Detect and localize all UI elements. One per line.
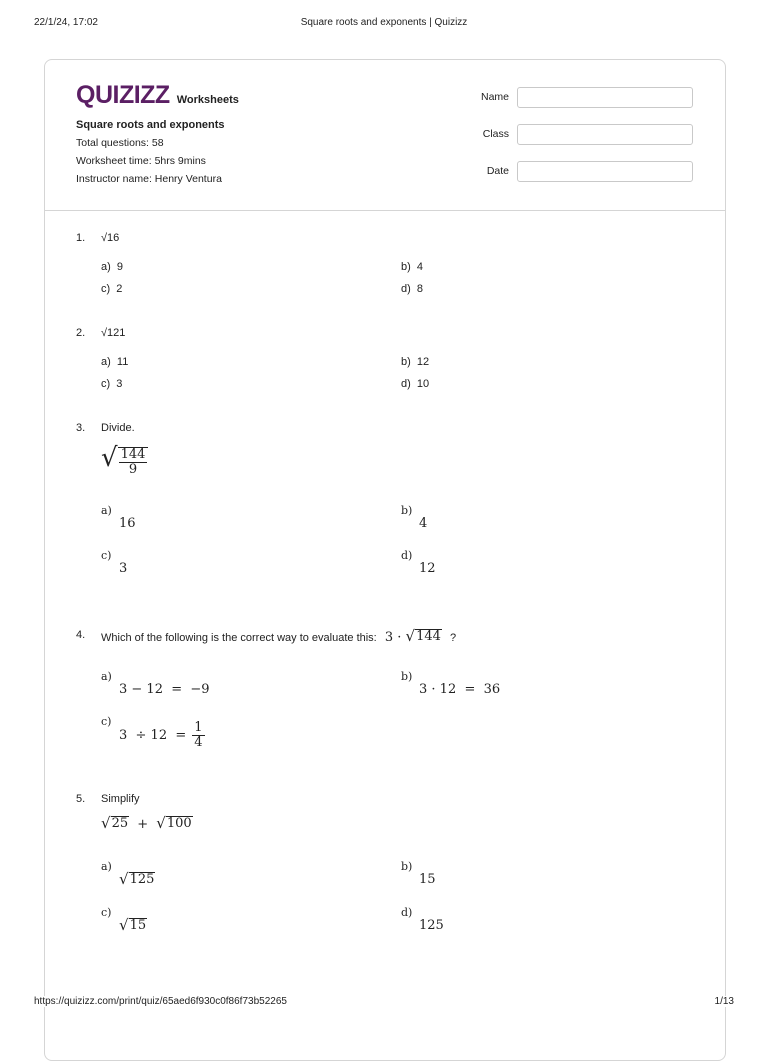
option-b[interactable]: b) 12 [401, 356, 430, 368]
option-value: 2 [116, 283, 123, 295]
option-value [119, 872, 155, 888]
question-number: 1. [76, 232, 86, 244]
expression: 3 · √ 144 [384, 627, 441, 645]
class-field[interactable] [517, 124, 693, 145]
option-value: 3 [116, 378, 123, 390]
print-header [34, 17, 734, 28]
option-d[interactable]: d) 10 [401, 378, 430, 390]
class-label: Class [482, 128, 509, 140]
sqrt-icon: √ 15 [119, 916, 147, 934]
question-text: Divide. [101, 422, 135, 434]
fraction: $\frac{1}{4}$ [194, 720, 203, 751]
page-number: 1/13 [714, 996, 734, 1007]
worksheet-title: Square roots and exponents [76, 119, 225, 131]
option-value: 11 [116, 356, 129, 368]
question-number: 3. [76, 422, 86, 434]
fraction: $\frac{144}{9}$ [120, 447, 146, 478]
option-a[interactable]: a) 11 [101, 356, 129, 368]
total-questions: Total questions: 58 [76, 137, 164, 149]
sqrt-icon: √ 144 [405, 627, 441, 645]
print-footer [34, 996, 734, 1007]
question-text: √16 [101, 232, 120, 244]
question-text: √121 [101, 327, 126, 339]
option-value [119, 918, 147, 934]
sqrt-fraction-expression [101, 445, 148, 478]
question-number: 5. [76, 793, 86, 805]
sqrt-icon: √ $\frac{144}{9}$ [101, 445, 148, 478]
option-value: 12 [419, 561, 436, 576]
sum-expression: √ 25 + √ 100 [101, 814, 192, 832]
option-value: 3 [119, 561, 128, 576]
sqrt-icon: √ 100 [156, 814, 192, 832]
option-d[interactable]: d) 8 [401, 283, 424, 295]
option-value: 3 · 12 = 36 [419, 682, 501, 697]
print-title: Square roots and exponents | Quizizz [300, 17, 468, 28]
question-text: Which of the following is the correct way to evaluate this: 3 · √ 144 ? [101, 627, 457, 645]
option-c[interactable]: c) 2 [101, 283, 123, 295]
option-value: 3 ÷ 12 = $\frac{1}{4}$ [119, 720, 203, 751]
option-a[interactable]: a) 9 [101, 261, 124, 273]
brand [76, 81, 239, 110]
option-value: 16 [119, 516, 136, 531]
option-value: 3 − 12 = −9 [119, 682, 210, 697]
option-value: 15 [419, 872, 436, 887]
option-c[interactable]: c) 3 [101, 378, 123, 390]
question-number: 4. [76, 629, 86, 641]
print-url: https://quizizz.com/print/quiz/65aed6f930c0f86f73b52265 [34, 996, 287, 1007]
print-datetime: 22/1/24, 17:02 [34, 17, 98, 28]
sqrt-icon: √ 125 [119, 870, 155, 888]
question-number: 2. [76, 327, 86, 339]
option-b[interactable]: b) 4 [401, 261, 424, 273]
sqrt-icon: √ 25 [101, 814, 129, 832]
option-value: 4 [416, 261, 424, 273]
option-value: 4 [419, 516, 428, 531]
option-value: 125 [419, 918, 444, 933]
name-field[interactable] [517, 87, 693, 108]
date-field[interactable] [517, 161, 693, 182]
option-value: 10 [416, 378, 430, 390]
quizizz-logo: QUIZIZZ [76, 81, 170, 109]
worksheet-header [45, 60, 725, 211]
option-value: 8 [416, 283, 424, 295]
section-label: Worksheets [176, 94, 239, 106]
name-label: Name [480, 91, 509, 103]
question-text: Simplify [101, 793, 140, 805]
option-value: 12 [416, 356, 430, 368]
worksheet-time: Worksheet time: 5hrs 9mins [76, 155, 206, 167]
worksheet-card: QUIZIZZ Worksheets Square roots and exponents Total questions: 58 Worksheet time: 5hrs 9mins Instructor name: Henry Ventura Name Class Date 1. √16 a) 9 b) 4 c) 2 d) 8 2. √121 a) 11 b) 12 c) 3 d) 10 3. Divide. √ $\frac{144}{9}$ a) 16 b) 4 c) 3 d) 12 4. Which of the following is the correct way to evaluate this: 3 · √ 144 ? a) 3 − 12 = −9 b) 3 · 12 = 36 c) 3 ÷ 12 = $\frac{1}{4}$ 5. Simplify √ 25 + √ 100 a) √ 125 b) 15 c) √ 15 d) 125 [44, 59, 726, 1061]
option-value: 9 [116, 261, 124, 273]
date-label: Date [486, 165, 509, 177]
instructor-name: Instructor name: Henry Ventura [76, 173, 222, 185]
